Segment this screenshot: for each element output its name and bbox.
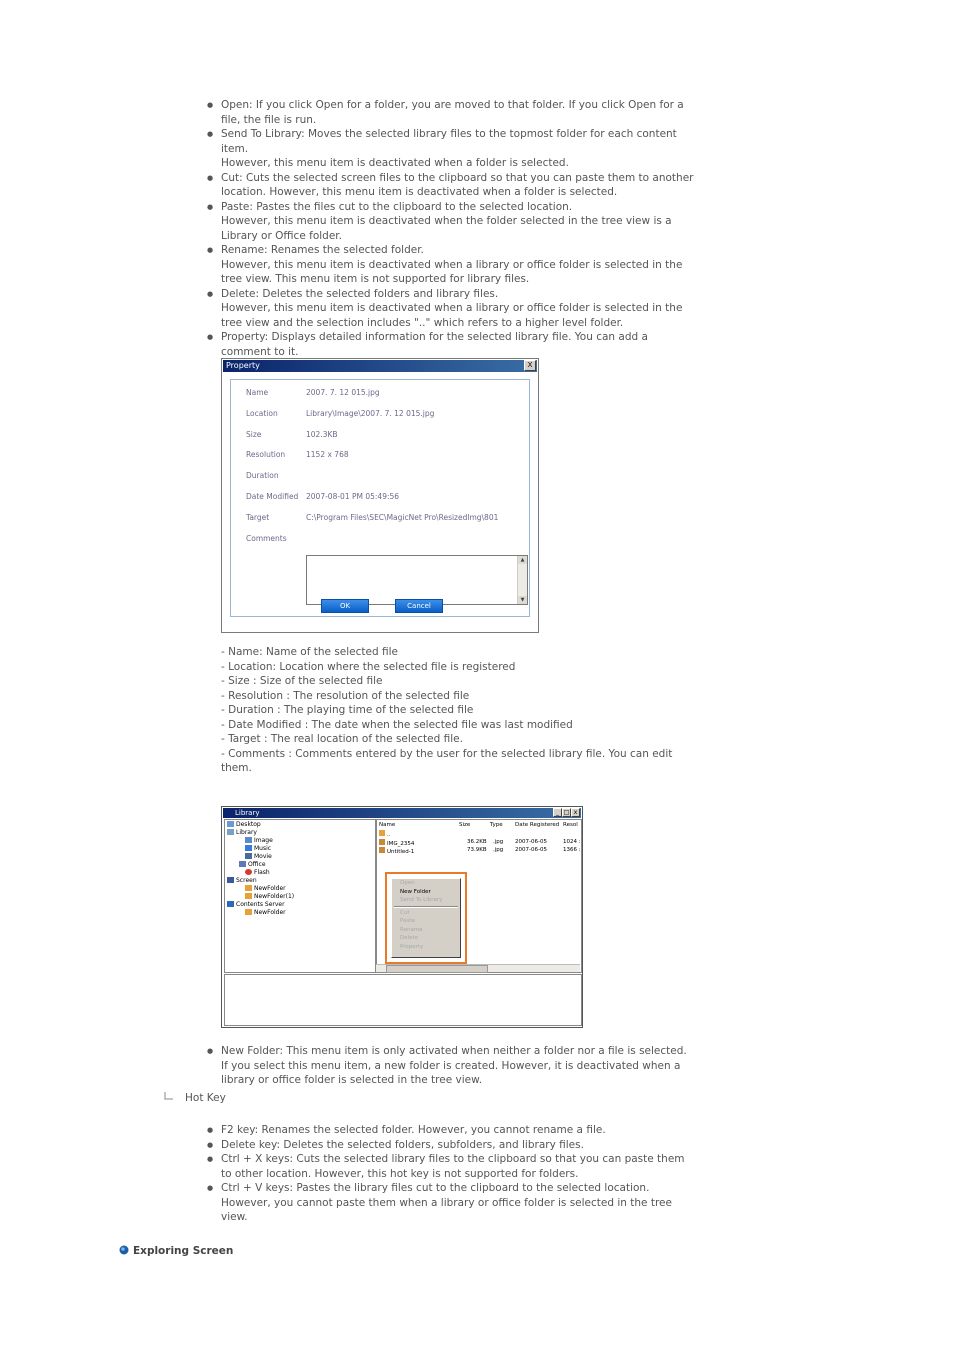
property-dialog: [221, 358, 539, 633]
music-icon: [245, 845, 252, 851]
table-row-type: .jpg: [493, 847, 504, 853]
menu-item-paste[interactable]: Paste: [400, 918, 415, 924]
section-title[interactable]: Exploring Screen: [133, 1245, 234, 1257]
field-value-location: Library\Image\2007. 7. 12 015.jpg: [306, 409, 435, 418]
list-item: ● F2 key: Renames the selected folder. However, you cannot rename a file.: [207, 1123, 717, 1138]
tree-item-desktop[interactable]: Desktop: [227, 821, 261, 829]
comments-scrollbar[interactable]: [517, 556, 527, 604]
list-item: ● Open: If you click Open for a folder, you are moved to that folder. If you click Open for a file, the file is run.: [207, 98, 717, 127]
list-item: ● Ctrl + X keys: Cuts the selected library files to the clipboard so that you can paste them to other location. However, this hot key is not supported for folders.: [207, 1152, 717, 1181]
table-row-size: 73.9KB: [467, 847, 487, 853]
screen-icon: [227, 877, 234, 883]
list-item: ● New Folder: This menu item is only activated when neither a folder nor a file is selected. If you select this menu item, a new folder is created. However, it is deactivated when a library or office folder is selected in the tree view.: [207, 1044, 717, 1088]
image-icon: [245, 837, 252, 843]
library-title: Library: [223, 808, 581, 818]
description-line: - Duration : The playing time of the selected file: [221, 704, 474, 716]
tree-item-screen[interactable]: Screen: [227, 877, 257, 885]
menu-item-open[interactable]: Open: [400, 880, 415, 886]
property-panel: [230, 379, 530, 617]
table-row-name[interactable]: Untitled-1: [379, 847, 414, 855]
menu-item-property[interactable]: Property: [400, 943, 424, 950]
tree-item-office[interactable]: Office: [239, 861, 266, 869]
tree-item-flash[interactable]: Flash: [245, 869, 270, 877]
tree-item-movie[interactable]: Movie: [245, 853, 272, 861]
table-row-date: 2007-06-05: [515, 847, 547, 853]
menu-item-delete[interactable]: Delete: [400, 935, 419, 941]
scroll-down-icon[interactable]: ▼: [518, 596, 527, 604]
table-row-resolution: 1366 :: [563, 847, 581, 853]
field-label-name: Name: [246, 388, 269, 397]
horizontal-scrollbar[interactable]: [376, 964, 580, 972]
list-item: ● Ctrl + V keys: Pastes the library files cut to the clipboard to the selected location. However, you cannot paste them when a library or office folder is selected in the tree view.: [207, 1181, 717, 1225]
field-label-comments: Comments: [246, 534, 287, 543]
table-row-resolution: 1024 :: [563, 839, 581, 845]
column-header-size[interactable]: Size: [459, 822, 471, 828]
folder-icon: [245, 885, 252, 891]
field-descriptions: [221, 645, 711, 776]
tree-item-library[interactable]: Library: [227, 829, 257, 837]
field-value-date-modified: 2007-08-01 PM 05:49:56: [306, 492, 400, 501]
close-button[interactable]: X: [524, 360, 536, 371]
description-line: them.: [221, 762, 252, 774]
context-menu: [391, 878, 461, 958]
list-item: ● Delete key: Deletes the selected folders, subfolders, and library files.: [207, 1138, 717, 1153]
menu-item-rename[interactable]: Rename: [400, 926, 423, 933]
description-line: - Size : Size of the selected file: [221, 675, 383, 687]
section-bullet-icon: [119, 1245, 129, 1255]
field-label-target: Target: [246, 513, 270, 522]
description-line: - Date Modified : The date when the selected file was last modified: [221, 718, 573, 731]
column-header-name[interactable]: Name: [379, 822, 396, 828]
menu-items-list: [207, 98, 717, 359]
menu-item-send-to-library[interactable]: Send To Library: [400, 897, 443, 903]
up-folder-icon: [379, 830, 385, 836]
ok-button[interactable]: OK: [321, 599, 369, 613]
menu-item-new-folder[interactable]: New Folder: [400, 888, 431, 895]
description-line: - Location: Location where the selected file is registered: [221, 660, 516, 673]
folder-icon: [245, 893, 252, 899]
table-row[interactable]: ..: [379, 830, 391, 838]
close-button[interactable]: x: [571, 808, 580, 817]
field-label-date-modified: Date Modified: [246, 492, 299, 501]
tree-item-newfolder[interactable]: NewFolder: [245, 885, 286, 893]
description-line: - Comments : Comments entered by the user for the selected library file. You can edit: [221, 747, 673, 760]
field-value-target: C:\Program Files\SEC\MagicNet Pro\Resizedlmg\801: [306, 513, 499, 522]
menu-item-cut[interactable]: Cut: [400, 909, 410, 916]
tree-item-image[interactable]: Image: [245, 837, 273, 845]
context-menu-highlight: [385, 872, 467, 964]
table-row-size: 36.2KB: [467, 839, 487, 845]
dialog-title: Property: [223, 360, 537, 372]
image-file-icon: [379, 839, 385, 845]
field-label-resolution: Resolution: [246, 450, 286, 459]
movie-icon: [245, 853, 252, 859]
column-header-resolution[interactable]: Resol: [563, 822, 578, 828]
preview-pane: [224, 974, 582, 1026]
field-value-name: 2007. 7. 12 015.jpg: [306, 388, 380, 397]
column-header-date[interactable]: Date Registered: [515, 822, 560, 828]
table-row-date: 2007-06-05: [515, 839, 547, 845]
column-header-type[interactable]: Type: [490, 822, 503, 828]
comments-textarea[interactable]: [306, 555, 528, 605]
tree-item-server-newfolder[interactable]: NewFolder: [245, 909, 286, 917]
corner-bullet-icon: [164, 1091, 174, 1101]
field-label-location: Location: [246, 409, 278, 418]
tree-item-music[interactable]: Music: [245, 845, 271, 853]
office-icon: [239, 861, 246, 867]
maximize-button[interactable]: □: [563, 809, 570, 816]
cancel-button[interactable]: Cancel: [395, 599, 443, 613]
description-line: - Target : The real location of the selected file.: [221, 733, 463, 745]
tree-view: [224, 819, 376, 973]
folder-icon: [245, 909, 252, 915]
list-item: ● Property: Displays detailed information for the selected library file. You can add a comment to it.: [207, 330, 717, 359]
field-value-size: 102.3KB: [306, 430, 338, 439]
flash-icon: [245, 869, 252, 875]
image-file-icon: [379, 847, 385, 853]
description-line: - Name: Name of the selected file: [221, 646, 398, 658]
scroll-thumb[interactable]: [386, 965, 488, 973]
minimize-button[interactable]: _: [553, 808, 562, 817]
list-item: ● Send To Library: Moves the selected library files to the topmost folder for each content item. However, this menu item is deactivated when a folder is selected.: [207, 127, 717, 171]
server-icon: [227, 901, 234, 907]
list-item: ● Cut: Cuts the selected screen files to the clipboard so that you can paste them to another location. However, this menu item is deactivated when a folder is selected.: [207, 171, 717, 200]
tree-item-contents-server[interactable]: Contents Server: [227, 901, 285, 909]
hotkey-list: [207, 1123, 717, 1225]
library-window: [221, 806, 583, 1028]
field-value-resolution: 1152 x 768: [306, 450, 349, 459]
new-folder-list: [207, 1044, 717, 1088]
scroll-up-icon[interactable]: ▲: [518, 556, 527, 564]
tree-item-newfolder-1[interactable]: NewFolder(1): [245, 893, 294, 901]
hotkey-heading: Hot Key: [185, 1092, 226, 1104]
menu-divider: [394, 906, 458, 908]
desktop-icon: [227, 821, 234, 827]
table-row-name[interactable]: IMG_2354: [379, 839, 414, 847]
description-line: - Resolution : The resolution of the selected file: [221, 689, 470, 702]
field-label-size: Size: [246, 430, 262, 439]
list-item: ● Paste: Pastes the files cut to the clipboard to the selected location. However, this menu item is deactivated when the folder selected in the tree view is a Library or Office folder.: [207, 200, 717, 244]
folder-icon: [227, 829, 234, 835]
list-item: ● Delete: Deletes the selected folders and library files. However, this menu item is deactivated when a library or office folder is selected in the tree view and the selection includes ".." which refers to a higher level folder.: [207, 287, 717, 331]
field-label-duration: Duration: [246, 471, 279, 480]
table-row-type: .jpg: [493, 839, 504, 845]
list-item: ● Rename: Renames the selected folder. However, this menu item is deactivated when a library or office folder is selected in the tree view. This menu item is not supported for library files.: [207, 243, 717, 287]
